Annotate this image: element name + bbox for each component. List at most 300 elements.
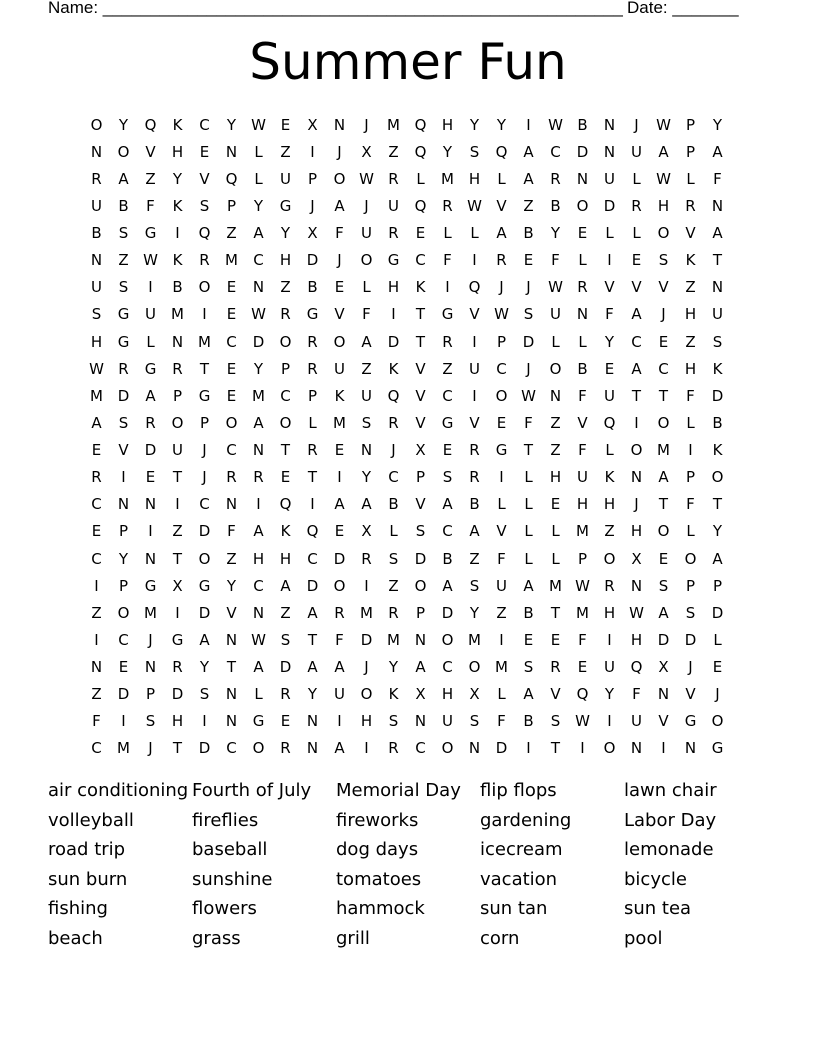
grid-letter: L [686, 522, 695, 541]
grid-letter: U [631, 142, 642, 161]
grid-letter: M [387, 630, 400, 649]
grid-letter: S [199, 196, 210, 215]
grid-letter: D [684, 630, 697, 649]
grid-letter: V [469, 305, 480, 324]
grid-letter: D [117, 685, 130, 704]
grid-letter: C [253, 576, 264, 595]
grid-letter: N [630, 739, 643, 758]
grid-letter: W [521, 386, 536, 405]
grid-letter: N [576, 305, 589, 324]
grid-letter: R [226, 468, 237, 487]
grid-letter: N [603, 142, 616, 161]
grid-letter: V [226, 603, 237, 622]
grid-letter: H [603, 603, 616, 622]
grid-letter: Y [604, 332, 615, 351]
grid-letter: I [499, 630, 504, 649]
grid-letter: Y [442, 142, 453, 161]
grid-letter: H [171, 142, 184, 161]
grid-letter: O [414, 576, 427, 595]
grid-letter: E [496, 413, 507, 432]
grid-letter: S [199, 685, 210, 704]
grid-letter: M [225, 251, 238, 270]
grid-letter: F [227, 522, 236, 541]
grid-letter: M [171, 305, 184, 324]
grid-letter: T [307, 630, 318, 649]
grid-letter: A [658, 142, 669, 161]
grid-letter: I [472, 386, 477, 405]
grid-letter: R [550, 658, 561, 677]
grid-letter: M [549, 576, 562, 595]
word-list-item: sunshine [192, 868, 273, 890]
grid-letter: N [360, 441, 373, 460]
grid-letter: I [94, 576, 99, 595]
grid-letter: U [604, 386, 615, 405]
grid-letter: F [497, 712, 506, 731]
grid-letter: E [550, 630, 561, 649]
grid-letter: U [604, 169, 615, 188]
grid-letter: V [496, 522, 507, 541]
grid-letter: X [415, 441, 426, 460]
grid-letter: Z [226, 549, 237, 568]
grid-letter: F [713, 169, 722, 188]
grid-letter: E [280, 712, 291, 731]
grid-letter: J [661, 305, 666, 324]
grid-letter: D [603, 196, 616, 215]
grid-letter: H [387, 278, 400, 297]
word-list-item: fireflies [192, 809, 259, 831]
grid-letter: G [441, 305, 454, 324]
grid-letter: D [252, 332, 265, 351]
grid-letter: A [469, 522, 480, 541]
grid-letter: S [361, 413, 372, 432]
grid-letter: T [415, 332, 426, 351]
grid-letter: H [468, 169, 481, 188]
grid-letter: Y [712, 522, 723, 541]
grid-letter: K [415, 278, 426, 297]
grid-letter: W [143, 251, 158, 270]
grid-letter: P [307, 386, 318, 405]
grid-letter: D [576, 142, 589, 161]
grid-letter: B [442, 549, 453, 568]
grid-letter: D [441, 603, 454, 622]
grid-letter: R [91, 169, 102, 188]
grid-letter: J [148, 739, 153, 758]
word-list-item: sun tea [624, 898, 692, 920]
grid-letter: A [307, 658, 318, 677]
grid-letter: D [306, 251, 319, 270]
grid-letter: C [91, 495, 102, 514]
grid-letter: N [225, 685, 238, 704]
grid-letter: E [604, 359, 615, 378]
grid-letter: N [225, 142, 238, 161]
word-list-item: dog days [336, 839, 419, 861]
grid-letter: Y [280, 224, 291, 243]
grid-letter: H [630, 522, 643, 541]
grid-letter: O [117, 603, 130, 622]
grid-letter: L [713, 630, 722, 649]
grid-letter: B [523, 603, 534, 622]
grid-letter: J [526, 278, 531, 297]
grid-letter: E [334, 441, 345, 460]
grid-letter: F [578, 386, 587, 405]
name-label: Name: [48, 0, 103, 17]
grid-letter: R [91, 468, 102, 487]
grid-letter: C [307, 549, 318, 568]
grid-letter: S [469, 576, 480, 595]
grid-letter: Q [306, 522, 319, 541]
grid-letter: J [634, 115, 639, 134]
grid-letter: B [550, 196, 561, 215]
grid-letter: C [226, 332, 237, 351]
grid-letter: C [631, 332, 642, 351]
grid-letter: F [335, 224, 344, 243]
grid-letter: R [307, 332, 318, 351]
date-blank: _______ [672, 0, 739, 17]
grid-letter: L [551, 549, 560, 568]
grid-letter: C [550, 142, 561, 161]
grid-letter: U [145, 305, 156, 324]
grid-letter: L [686, 413, 695, 432]
grid-letter: S [523, 305, 534, 324]
grid-letter: J [634, 495, 639, 514]
grid-letter: L [605, 224, 614, 243]
grid-letter: I [202, 305, 207, 324]
grid-letter: Y [253, 359, 264, 378]
grid-letter: N [144, 549, 157, 568]
grid-letter: Y [118, 115, 129, 134]
grid-letter: O [117, 142, 130, 161]
grid-letter: L [524, 549, 533, 568]
grid-letter: F [443, 251, 452, 270]
word-list-item: baseball [192, 839, 268, 861]
grid-letter: O [684, 549, 697, 568]
grid-letter: T [172, 739, 183, 758]
grid-letter: V [685, 685, 696, 704]
grid-letter: Z [145, 169, 156, 188]
grid-letter: U [604, 658, 615, 677]
grid-letter: Z [685, 332, 696, 351]
word-list-item: sun burn [48, 868, 128, 890]
grid-letter: J [364, 658, 369, 677]
grid-letter: A [253, 522, 264, 541]
grid-letter: R [307, 441, 318, 460]
grid-letter: C [118, 630, 129, 649]
grid-letter: J [391, 441, 396, 460]
grid-letter: T [226, 658, 237, 677]
grid-letter: T [550, 739, 561, 758]
grid-letter: J [337, 251, 342, 270]
grid-letter: E [226, 278, 237, 297]
grid-letter: Z [172, 522, 183, 541]
grid-letter: U [442, 712, 453, 731]
grid-letter: W [89, 359, 104, 378]
grid-letter: T [658, 386, 669, 405]
grid-letter: P [685, 142, 696, 161]
grid-letter: E [334, 522, 345, 541]
grid-letter: S [415, 522, 426, 541]
grid-letter: T [307, 468, 318, 487]
grid-letter: A [712, 549, 723, 568]
grid-letter: V [415, 495, 426, 514]
grid-letter: Q [387, 386, 400, 405]
grid-letter: U [496, 576, 507, 595]
grid-letter: L [551, 522, 560, 541]
grid-letter: G [117, 305, 130, 324]
grid-letter: N [225, 495, 238, 514]
grid-letter: R [280, 739, 291, 758]
grid-letter: E [442, 441, 453, 460]
grid-letter: M [441, 169, 454, 188]
grid-letter: K [712, 441, 723, 460]
grid-letter: W [251, 305, 266, 324]
grid-letter: L [443, 224, 452, 243]
grid-letter: U [334, 685, 345, 704]
grid-letter: C [226, 441, 237, 460]
grid-letter: D [171, 685, 184, 704]
grid-letter: C [415, 251, 426, 270]
grid-letter: P [199, 413, 210, 432]
grid-letter: A [253, 224, 264, 243]
grid-letter: I [391, 305, 396, 324]
grid-letter: O [657, 224, 670, 243]
grid-letter: X [307, 224, 318, 243]
grid-letter: I [337, 712, 342, 731]
grid-letter: V [334, 305, 345, 324]
grid-letter: A [253, 658, 264, 677]
date-label: Date: [627, 0, 673, 17]
grid-letter: E [658, 549, 669, 568]
grid-letter: E [226, 305, 237, 324]
grid-letter: C [226, 739, 237, 758]
grid-letter: I [364, 576, 369, 595]
grid-letter: T [631, 386, 642, 405]
grid-letter: W [251, 630, 266, 649]
grid-letter: O [90, 115, 103, 134]
word-list-item: volleyball [48, 809, 134, 831]
grid-letter: Z [550, 413, 561, 432]
grid-letter: E [415, 224, 426, 243]
grid-letter: N [630, 468, 643, 487]
grid-letter: N [306, 739, 319, 758]
grid-letter: B [577, 115, 588, 134]
grid-letter: Y [307, 685, 318, 704]
grid-letter: A [361, 495, 372, 514]
grid-letter: R [280, 685, 291, 704]
grid-letter: G [144, 359, 157, 378]
grid-letter: T [415, 305, 426, 324]
grid-letter: D [198, 739, 211, 758]
grid-letter: X [307, 115, 318, 134]
grid-letter: D [495, 739, 508, 758]
grid-letter: W [575, 576, 590, 595]
grid-letter: K [712, 359, 723, 378]
grid-letter: S [145, 712, 156, 731]
grid-letter: O [657, 413, 670, 432]
word-list-item: hammock [336, 898, 425, 920]
grid-letter: C [91, 739, 102, 758]
grid-letter: O [630, 441, 643, 460]
grid-letter: Z [388, 576, 399, 595]
grid-letter: Z [550, 441, 561, 460]
grid-letter: G [279, 196, 292, 215]
word-list [48, 776, 768, 954]
grid-letter: Y [469, 115, 480, 134]
grid-letter: N [468, 739, 481, 758]
grid-letter: Z [280, 142, 291, 161]
grid-letter: E [91, 522, 102, 541]
grid-letter: I [337, 468, 342, 487]
grid-letter: L [632, 169, 641, 188]
grid-letter: R [442, 332, 453, 351]
grid-letter: O [198, 278, 211, 297]
grid-letter: Q [414, 196, 427, 215]
grid-letter: T [523, 441, 534, 460]
grid-letter: U [334, 359, 345, 378]
grid-letter: N [171, 332, 184, 351]
grid-letter: K [172, 115, 183, 134]
grid-letter: E [712, 658, 723, 677]
grid-letter: A [631, 359, 642, 378]
grid-letter: Q [495, 142, 508, 161]
grid-letter: G [198, 576, 211, 595]
grid-letter: V [550, 685, 561, 704]
word-list-item: Memorial Day [336, 780, 461, 801]
grid-letter: H [684, 305, 697, 324]
grid-letter: A [523, 685, 534, 704]
grid-letter: Y [118, 549, 129, 568]
grid-letter: A [523, 169, 534, 188]
grid-letter: I [634, 413, 639, 432]
grid-letter: A [307, 603, 318, 622]
grid-letter: L [578, 251, 587, 270]
grid-letter: Y [550, 224, 561, 243]
grid-letter: H [549, 468, 562, 487]
grid-letter: I [580, 739, 585, 758]
grid-letter: B [388, 495, 399, 514]
grid-letter: N [684, 739, 697, 758]
grid-letter: G [495, 441, 508, 460]
grid-letter: X [361, 522, 372, 541]
grid-letter: F [551, 251, 560, 270]
grid-letter: O [252, 739, 265, 758]
grid-letter: D [711, 386, 724, 405]
grid-letter: R [199, 251, 210, 270]
grid-letter: H [252, 549, 265, 568]
grid-letter: O [333, 169, 346, 188]
grid-letter: O [279, 413, 292, 432]
word-list-item: grill [336, 927, 370, 949]
grid-letter: U [577, 468, 588, 487]
grid-letter: X [172, 576, 183, 595]
grid-letter: Q [279, 495, 292, 514]
grid-letter: L [497, 685, 506, 704]
name-field [48, 0, 623, 18]
grid-letter: R [442, 196, 453, 215]
grid-letter: O [279, 332, 292, 351]
grid-letter: S [118, 278, 129, 297]
grid-letter: B [469, 495, 480, 514]
grid-letter: V [685, 224, 696, 243]
grid-letter: Q [630, 658, 643, 677]
grid-letter: J [364, 115, 369, 134]
grid-letter: W [467, 196, 482, 215]
grid-letter: P [415, 468, 426, 487]
grid-letter: Y [496, 115, 507, 134]
grid-letter: C [199, 115, 210, 134]
grid-letter: T [712, 251, 723, 270]
grid-letter: L [524, 522, 533, 541]
grid-letter: G [117, 332, 130, 351]
grid-letter: C [442, 386, 453, 405]
grid-letter: M [360, 603, 373, 622]
grid-letter: S [469, 142, 480, 161]
grid-letter: C [253, 251, 264, 270]
grid-letter: E [577, 224, 588, 243]
grid-letter: I [175, 495, 180, 514]
grid-letter: E [523, 630, 534, 649]
grid-letter: R [145, 413, 156, 432]
grid-letter: K [280, 522, 291, 541]
grid-letter: Z [280, 603, 291, 622]
grid-letter: M [657, 441, 670, 460]
grid-letter: X [631, 549, 642, 568]
grid-letter: Y [604, 685, 615, 704]
grid-letter: H [441, 115, 454, 134]
word-list-item: flip flops [480, 780, 557, 801]
grid-letter: R [685, 196, 696, 215]
grid-letter: L [686, 169, 695, 188]
grid-letter: F [524, 413, 533, 432]
grid-letter: A [712, 142, 723, 161]
grid-letter: M [468, 630, 481, 649]
grid-letter: D [198, 603, 211, 622]
grid-letter: K [604, 468, 615, 487]
grid-letter: R [550, 169, 561, 188]
grid-letter: U [91, 196, 102, 215]
grid-letter: W [359, 169, 374, 188]
grid-letter: A [415, 658, 426, 677]
grid-letter: R [496, 251, 507, 270]
grid-letter: V [631, 278, 642, 297]
grid-letter: W [548, 115, 563, 134]
grid-letter: Y [226, 576, 237, 595]
grid-letter: D [198, 522, 211, 541]
grid-letter: E [118, 658, 129, 677]
grid-letter: O [171, 413, 184, 432]
grid-letter: E [91, 441, 102, 460]
grid-letter: A [361, 332, 372, 351]
grid-letter: S [685, 603, 696, 622]
grid-letter: Z [685, 278, 696, 297]
grid-letter: D [117, 386, 130, 405]
grid-letter: G [144, 224, 157, 243]
grid-letter: Q [225, 169, 238, 188]
grid-letter: S [469, 712, 480, 731]
word-list-item: fishing [48, 898, 108, 920]
grid-letter: I [364, 739, 369, 758]
grid-letter: I [94, 630, 99, 649]
grid-letter: E [631, 251, 642, 270]
grid-letter: D [657, 630, 670, 649]
grid-letter: G [144, 576, 157, 595]
grid-letter: R [469, 468, 480, 487]
grid-letter: N [414, 712, 427, 731]
grid-letter: K [388, 685, 399, 704]
grid-letter: V [604, 278, 615, 297]
grid-letter: I [472, 332, 477, 351]
grid-letter: R [604, 576, 615, 595]
grid-letter: Z [91, 685, 102, 704]
